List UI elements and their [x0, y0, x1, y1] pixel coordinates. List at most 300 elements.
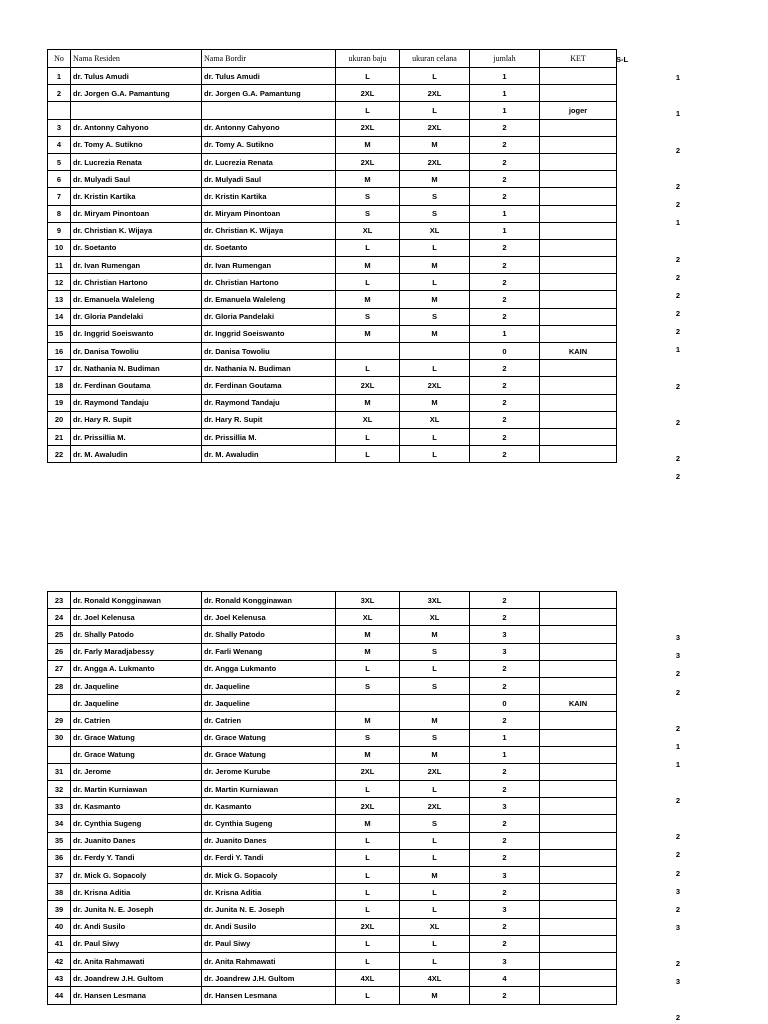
cell-ukuran-baju: M [336, 257, 400, 274]
cell-ukuran-baju: 2XL [336, 918, 400, 935]
side-count: 3 [675, 977, 681, 987]
cell-ket [540, 360, 617, 377]
side-count: 2 [675, 272, 681, 282]
cell-ukuran-celana: L [400, 849, 470, 866]
cell-nama-bordir: dr. Tulus Amudi [202, 68, 336, 85]
cell-row-no: 20 [48, 411, 71, 428]
cell-nama-bordir: dr. Antonny Cahyono [202, 119, 336, 136]
cell-ket [540, 188, 617, 205]
cell-ukuran-celana: M [400, 291, 470, 308]
cell-nama-bordir: dr. Ronald Kongginawan [202, 592, 336, 609]
table-row [48, 592, 617, 609]
cell-nama-residen: dr. Cynthia Sugeng [71, 815, 202, 832]
cell-jumlah: 2 [470, 815, 540, 832]
cell-row-no: 29 [48, 712, 71, 729]
table-row [48, 970, 617, 987]
side-count: 2 [675, 308, 681, 318]
cell-nama-residen: dr. Joandrew J.H. Gultom [71, 970, 202, 987]
cell-ukuran-baju: 2XL [336, 153, 400, 170]
cell-ukuran-baju: M [336, 171, 400, 188]
cell-nama-bordir: dr. Tomy A. Sutikno [202, 136, 336, 153]
side-count: 2 [675, 472, 681, 482]
cell-ukuran-baju: L [336, 832, 400, 849]
cell-ket: KAIN [540, 695, 617, 712]
side-count: 2 [675, 687, 681, 697]
cell-nama-residen: dr. Farly Maradjabessy [71, 643, 202, 660]
cell-jumlah: 2 [470, 153, 540, 170]
cell-jumlah: 3 [470, 867, 540, 884]
cell-nama-bordir: dr. Soetanto [202, 239, 336, 256]
cell-ukuran-celana: 2XL [400, 119, 470, 136]
side-count: 1 [675, 73, 681, 82]
cell-row-no: 18 [48, 377, 71, 394]
cell-nama-bordir: dr. Joandrew J.H. Gultom [202, 970, 336, 987]
cell-ket [540, 428, 617, 445]
cell-ukuran-baju: M [336, 136, 400, 153]
cell-jumlah: 1 [470, 729, 540, 746]
cell-row-no: 15 [48, 325, 71, 342]
cell-jumlah: 2 [470, 274, 540, 291]
cell-nama-bordir: dr. Krisna Aditia [202, 884, 336, 901]
side-count: 2 [675, 417, 681, 427]
cell-ukuran-celana: XL [400, 609, 470, 626]
header-nama-bordir: Nama Bordir [202, 50, 336, 68]
cell-ukuran-celana: M [400, 257, 470, 274]
cell-ket [540, 308, 617, 325]
cell-ukuran-celana: 2XL [400, 763, 470, 780]
cell-ukuran-celana: L [400, 832, 470, 849]
cell-row-no: 23 [48, 592, 71, 609]
cell-row-no: 9 [48, 222, 71, 239]
cell-ket [540, 677, 617, 694]
cell-nama-residen: dr. Grace Watung [71, 746, 202, 763]
cell-nama-bordir: dr. Inggrid Soeiswanto [202, 325, 336, 342]
cell-row-no: 12 [48, 274, 71, 291]
side-count: 2 [675, 254, 681, 264]
cell-ukuran-baju: L [336, 867, 400, 884]
cell-nama-residen: dr. Shally Patodo [71, 626, 202, 643]
cell-nama-residen: dr. Krisna Aditia [71, 884, 202, 901]
cell-nama-residen: dr. Mulyadi Saul [71, 171, 202, 188]
cell-ket [540, 884, 617, 901]
cell-ket [540, 763, 617, 780]
cell-jumlah: 0 [470, 343, 540, 360]
cell-jumlah: 2 [470, 308, 540, 325]
cell-nama-bordir: dr. Christian K. Wijaya [202, 222, 336, 239]
cell-row-no: 22 [48, 446, 71, 463]
cell-ukuran-baju: XL [336, 411, 400, 428]
cell-ket [540, 205, 617, 222]
side-count: 2 [675, 959, 681, 968]
cell-ukuran-celana: 2XL [400, 798, 470, 815]
cell-ukuran-celana: S [400, 643, 470, 660]
side-count: 1 [675, 218, 681, 228]
cell-jumlah: 2 [470, 239, 540, 256]
cell-ukuran-baju: L [336, 428, 400, 445]
cell-ukuran-celana [400, 343, 470, 360]
table-row [48, 68, 617, 85]
cell-ket [540, 781, 617, 798]
header-nama-residen: Nama Residen [71, 50, 202, 68]
cell-jumlah: 4 [470, 970, 540, 987]
cell-ket [540, 609, 617, 626]
side-count: 2 [675, 832, 681, 842]
cell-ukuran-celana: L [400, 102, 470, 119]
cell-ukuran-baju: 2XL [336, 85, 400, 102]
cell-jumlah: 1 [470, 102, 540, 119]
residen-table-2 [47, 591, 617, 1005]
side-count: 2 [675, 868, 681, 878]
cell-ukuran-baju: L [336, 849, 400, 866]
cell-jumlah: 2 [470, 119, 540, 136]
cell-nama-residen: dr. Juanito Danes [71, 832, 202, 849]
cell-nama-residen: dr. Prissillia M. [71, 428, 202, 445]
cell-jumlah: 2 [470, 291, 540, 308]
cell-nama-residen: dr. Christian K. Wijaya [71, 222, 202, 239]
side-count: 2 [675, 327, 681, 337]
table-row [48, 609, 617, 626]
cell-jumlah: 2 [470, 377, 540, 394]
cell-row-no: 40 [48, 918, 71, 935]
cell-nama-bordir: dr. Gloria Pandelaki [202, 308, 336, 325]
table-row [48, 205, 617, 222]
table-row [48, 222, 617, 239]
cell-ket [540, 446, 617, 463]
table-row [48, 884, 617, 901]
cell-ukuran-celana: XL [400, 222, 470, 239]
cell-nama-bordir: dr. Christian Hartono [202, 274, 336, 291]
cell-ukuran-celana: L [400, 68, 470, 85]
cell-row-no: 11 [48, 257, 71, 274]
cell-row-no [48, 102, 71, 119]
cell-nama-bordir: dr. Jaqueline [202, 677, 336, 694]
cell-nama-bordir: dr. Angga Lukmanto [202, 660, 336, 677]
cell-jumlah: 2 [470, 257, 540, 274]
table-row [48, 153, 617, 170]
cell-ukuran-baju: L [336, 901, 400, 918]
cell-row-no [48, 746, 71, 763]
cell-ket [540, 935, 617, 952]
table-row [48, 360, 617, 377]
cell-ukuran-baju: L [336, 446, 400, 463]
cell-ket: KAIN [540, 343, 617, 360]
cell-ket [540, 970, 617, 987]
cell-ket [540, 918, 617, 935]
side-count: 2 [675, 1013, 681, 1023]
cell-ket [540, 660, 617, 677]
table-row [48, 411, 617, 428]
cell-nama-residen: dr. Soetanto [71, 239, 202, 256]
cell-nama-residen: dr. Ivan Rumengan [71, 257, 202, 274]
table-row [48, 119, 617, 136]
table-row [48, 935, 617, 952]
side-count: 2 [675, 904, 681, 914]
cell-ukuran-baju: S [336, 729, 400, 746]
cell-nama-residen: dr. Grace Watung [71, 729, 202, 746]
side-count: 2 [675, 200, 681, 210]
table-row [48, 102, 617, 119]
cell-nama-bordir: dr. Mick G. Sopacoly [202, 867, 336, 884]
cell-row-no: 1 [48, 68, 71, 85]
cell-jumlah: 2 [470, 428, 540, 445]
cell-nama-bordir: dr. Jaqueline [202, 695, 336, 712]
cell-row-no: 16 [48, 343, 71, 360]
cell-ukuran-celana: S [400, 308, 470, 325]
cell-nama-bordir: dr. Junita N. E. Joseph [202, 901, 336, 918]
cell-jumlah: 2 [470, 411, 540, 428]
cell-ukuran-baju: M [336, 394, 400, 411]
cell-ket [540, 85, 617, 102]
cell-ukuran-baju: 3XL [336, 592, 400, 609]
table-row [48, 952, 617, 969]
side-count: 2 [675, 850, 681, 860]
cell-ukuran-baju: L [336, 781, 400, 798]
cell-jumlah: 2 [470, 609, 540, 626]
cell-ukuran-celana: 2XL [400, 85, 470, 102]
cell-ukuran-celana: M [400, 626, 470, 643]
cell-jumlah: 2 [470, 849, 540, 866]
cell-row-no: 31 [48, 763, 71, 780]
cell-ukuran-baju: L [336, 274, 400, 291]
table-row [48, 136, 617, 153]
cell-ukuran-baju: L [336, 68, 400, 85]
cell-nama-bordir: dr. Nathania N. Budiman [202, 360, 336, 377]
header-ukuran-celana: ukuran celana [400, 50, 470, 68]
cell-ukuran-celana: 2XL [400, 153, 470, 170]
cell-ukuran-baju: L [336, 952, 400, 969]
cell-nama-residen: dr. Nathania N. Budiman [71, 360, 202, 377]
cell-nama-bordir: dr. Ferdinan Goutama [202, 377, 336, 394]
cell-nama-bordir: dr. Grace Watung [202, 729, 336, 746]
cell-nama-residen: dr. Martin Kurniawan [71, 781, 202, 798]
side-count: 1 [675, 109, 681, 119]
cell-row-no: 38 [48, 884, 71, 901]
cell-row-no: 14 [48, 308, 71, 325]
cell-row-no: 26 [48, 643, 71, 660]
header-ket: KET [540, 50, 617, 68]
cell-jumlah: 2 [470, 884, 540, 901]
table-row [48, 832, 617, 849]
cell-nama-residen: dr. Raymond Tandaju [71, 394, 202, 411]
cell-row-no: 32 [48, 781, 71, 798]
cell-row-no: 21 [48, 428, 71, 445]
cell-ukuran-celana: 4XL [400, 970, 470, 987]
cell-nama-residen: dr. Jerome [71, 763, 202, 780]
cell-row-no: 2 [48, 85, 71, 102]
cell-row-no: 7 [48, 188, 71, 205]
cell-nama-residen: dr. Catrien [71, 712, 202, 729]
table-row [48, 308, 617, 325]
side-count: 2 [675, 796, 681, 806]
cell-jumlah: 3 [470, 952, 540, 969]
cell-row-no: 43 [48, 970, 71, 987]
cell-row-no: 41 [48, 935, 71, 952]
table-row [48, 712, 617, 729]
cell-ket [540, 592, 617, 609]
cell-nama-residen: dr. M. Awaludin [71, 446, 202, 463]
cell-nama-bordir: dr. Lucrezia Renata [202, 153, 336, 170]
cell-ukuran-baju: XL [336, 609, 400, 626]
cell-nama-residen: dr. Kasmanto [71, 798, 202, 815]
cell-ukuran-celana: M [400, 867, 470, 884]
table-row [48, 918, 617, 935]
side-count: 1 [675, 741, 681, 751]
side-count: 3 [675, 922, 681, 932]
cell-ket [540, 136, 617, 153]
cell-ukuran-celana: M [400, 394, 470, 411]
cell-nama-residen: dr. Junita N. E. Joseph [71, 901, 202, 918]
cell-nama-bordir: dr. Grace Watung [202, 746, 336, 763]
cell-ket [540, 239, 617, 256]
cell-ukuran-baju: S [336, 188, 400, 205]
cell-ket [540, 171, 617, 188]
cell-row-no: 35 [48, 832, 71, 849]
cell-jumlah: 1 [470, 746, 540, 763]
cell-row-no: 25 [48, 626, 71, 643]
cell-jumlah: 1 [470, 325, 540, 342]
cell-row-no [48, 695, 71, 712]
cell-row-no: 30 [48, 729, 71, 746]
cell-ukuran-celana: M [400, 136, 470, 153]
cell-row-no: 19 [48, 394, 71, 411]
cell-row-no: 6 [48, 171, 71, 188]
cell-ket [540, 798, 617, 815]
table-row [48, 695, 617, 712]
cell-jumlah: 3 [470, 643, 540, 660]
cell-ukuran-baju [336, 695, 400, 712]
cell-ukuran-celana: L [400, 952, 470, 969]
cell-nama-residen: dr. Anita Rahmawati [71, 952, 202, 969]
cell-ukuran-baju: M [336, 643, 400, 660]
cell-nama-bordir: dr. Hansen Lesmana [202, 987, 336, 1004]
cell-nama-residen [71, 102, 202, 119]
table-row [48, 660, 617, 677]
cell-ukuran-baju: M [336, 325, 400, 342]
table-row [48, 85, 617, 102]
side-count: 2 [675, 290, 681, 300]
cell-jumlah: 2 [470, 136, 540, 153]
cell-ukuran-celana: XL [400, 411, 470, 428]
cell-ukuran-celana: M [400, 325, 470, 342]
cell-ukuran-celana: M [400, 712, 470, 729]
cell-ukuran-celana: L [400, 446, 470, 463]
cell-ukuran-baju: 2XL [336, 119, 400, 136]
cell-row-no: 28 [48, 677, 71, 694]
cell-ket [540, 849, 617, 866]
table-row [48, 291, 617, 308]
cell-ket [540, 411, 617, 428]
cell-nama-bordir: dr. Danisa Towoliu [202, 343, 336, 360]
cell-row-no: 10 [48, 239, 71, 256]
cell-ukuran-celana: M [400, 171, 470, 188]
cell-row-no: 24 [48, 609, 71, 626]
cell-jumlah: 1 [470, 85, 540, 102]
cell-nama-residen: dr. Jaqueline [71, 677, 202, 694]
cell-ukuran-celana: S [400, 188, 470, 205]
cell-ket [540, 729, 617, 746]
cell-ket [540, 746, 617, 763]
cell-ket [540, 394, 617, 411]
cell-nama-residen: dr. Andi Susilo [71, 918, 202, 935]
table-row [48, 901, 617, 918]
cell-ket [540, 153, 617, 170]
cell-row-no: 33 [48, 798, 71, 815]
header-jumlah: jumlah [470, 50, 540, 68]
table-row [48, 815, 617, 832]
cell-ukuran-baju: XL [336, 222, 400, 239]
cell-jumlah: 2 [470, 360, 540, 377]
cell-jumlah: 1 [470, 68, 540, 85]
cell-ket [540, 119, 617, 136]
table-row [48, 746, 617, 763]
cell-jumlah: 2 [470, 446, 540, 463]
cell-nama-bordir: dr. Andi Susilo [202, 918, 336, 935]
cell-nama-residen: dr. Emanuela Waleleng [71, 291, 202, 308]
cell-nama-bordir: dr. Catrien [202, 712, 336, 729]
cell-nama-bordir: dr. Hary R. Supit [202, 411, 336, 428]
cell-ket [540, 257, 617, 274]
cell-jumlah: 1 [470, 205, 540, 222]
cell-ket [540, 325, 617, 342]
cell-row-no: 3 [48, 119, 71, 136]
cell-row-no: 4 [48, 136, 71, 153]
side-count: 1 [675, 759, 681, 769]
cell-row-no: 13 [48, 291, 71, 308]
cell-ukuran-baju: S [336, 677, 400, 694]
cell-row-no: 5 [48, 153, 71, 170]
cell-row-no: 42 [48, 952, 71, 969]
table-row [48, 643, 617, 660]
cell-nama-bordir: dr. Raymond Tandaju [202, 394, 336, 411]
cell-ukuran-celana: L [400, 901, 470, 918]
table-row [48, 394, 617, 411]
cell-ukuran-baju: L [336, 987, 400, 1004]
cell-ukuran-baju: 2XL [336, 763, 400, 780]
cell-nama-bordir: dr. Miryam Pinontoan [202, 205, 336, 222]
cell-nama-residen: dr. Joel Kelenusa [71, 609, 202, 626]
cell-ukuran-celana: S [400, 815, 470, 832]
table-row [48, 798, 617, 815]
cell-ukuran-celana: L [400, 781, 470, 798]
cell-nama-bordir: dr. Martin Kurniawan [202, 781, 336, 798]
cell-jumlah: 3 [470, 901, 540, 918]
side-count: 2 [675, 723, 681, 733]
cell-ket [540, 643, 617, 660]
side-count: 2 [675, 145, 681, 155]
cell-ukuran-celana: 2XL [400, 377, 470, 394]
cell-nama-bordir: dr. Paul Siwy [202, 935, 336, 952]
cell-jumlah: 2 [470, 188, 540, 205]
cell-ket [540, 867, 617, 884]
table-row [48, 325, 617, 342]
table-row [48, 849, 617, 866]
table-row [48, 171, 617, 188]
cell-jumlah: 2 [470, 781, 540, 798]
cell-ukuran-baju: S [336, 205, 400, 222]
cell-nama-residen: dr. Inggrid Soeiswanto [71, 325, 202, 342]
cell-ket [540, 626, 617, 643]
cell-ket [540, 377, 617, 394]
cell-ukuran-celana: XL [400, 918, 470, 935]
cell-ket [540, 987, 617, 1004]
cell-nama-residen: dr. Hary R. Supit [71, 411, 202, 428]
side-count: 1 [675, 345, 681, 355]
side-count: 3 [675, 633, 681, 643]
cell-ukuran-celana: L [400, 239, 470, 256]
cell-nama-residen: dr. Mick G. Sopacoly [71, 867, 202, 884]
header-no: No [48, 50, 71, 68]
cell-jumlah: 2 [470, 935, 540, 952]
